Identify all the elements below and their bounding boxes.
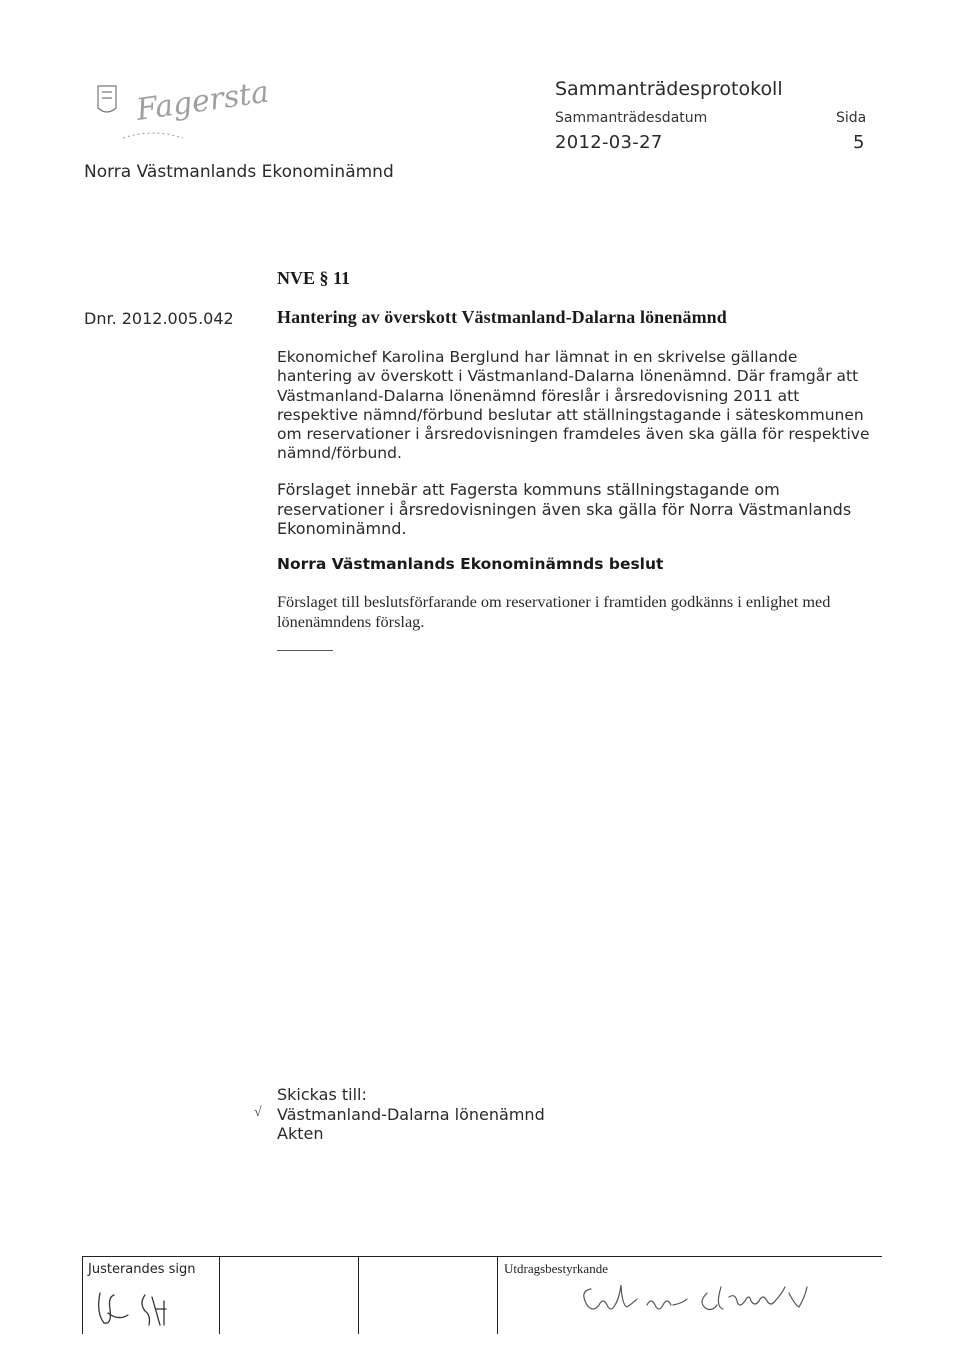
table-border-top — [82, 1256, 882, 1257]
meeting-date: 2012-03-27 — [555, 132, 663, 153]
body-paragraph-2: Förslaget innebär att Fagersta kommuns ställningstagande om reservationer i årsredovisningen även ska gälla för Norra Västmanlands Ekonominämnd. — [277, 480, 852, 538]
logo-script: Fagersta — [134, 74, 272, 128]
item-title: Hantering av överskott Västmanland-Dalarna lönenämnd — [277, 307, 727, 327]
diary-number: Dnr. 2012.005.042 — [84, 309, 234, 328]
table-border-left — [82, 1256, 83, 1334]
decision-text: Förslaget till beslutsförfarande om reservationer i framtiden godkänns i enlighet med lönenämndens förslag. — [277, 592, 831, 631]
initials-signature — [90, 1283, 200, 1333]
municipality-logo — [78, 68, 288, 158]
divider — [277, 650, 333, 651]
page-label: Sida — [836, 110, 867, 126]
check-mark-icon: √ — [254, 1105, 262, 1120]
recipient-item: Akten — [277, 1124, 324, 1143]
certification-signature — [575, 1275, 840, 1330]
document-type: Sammanträdesprotokoll — [555, 78, 783, 100]
organization-name: Norra Västmanlands Ekonominämnd — [84, 162, 394, 182]
meeting-date-label: Sammanträdesdatum — [555, 110, 708, 126]
page-number: 5 — [853, 132, 865, 153]
distribution-label: Skickas till: — [277, 1085, 367, 1104]
table-divider — [358, 1256, 359, 1334]
decision-heading: Norra Västmanlands Ekonominämnds beslut — [277, 555, 664, 573]
certification-label: Utdragsbestyrkande — [504, 1261, 608, 1276]
body-paragraph-1: Ekonomichef Karolina Berglund har lämnat in en skrivelse gällande hantering av överskott i Västmanland-Dalarna lönenämnd. Där framgår att Västmanland-Dalarna lönenämnd föreslår i årsredovisning 2011 att respektive nämnd/förbund beslutar att ställningstagande i säteskommunen om reservationer i årsredovisningen framdeles även ska gälla för respektive nämnd/förbund. — [277, 348, 870, 463]
recipient-item: Västmanland-Dalarna lönenämnd — [277, 1105, 545, 1124]
adjuster-sign-label: Justerandes sign — [88, 1262, 196, 1277]
table-divider — [497, 1256, 498, 1334]
section-number: NVE § 11 — [277, 268, 351, 288]
table-divider — [219, 1256, 220, 1334]
